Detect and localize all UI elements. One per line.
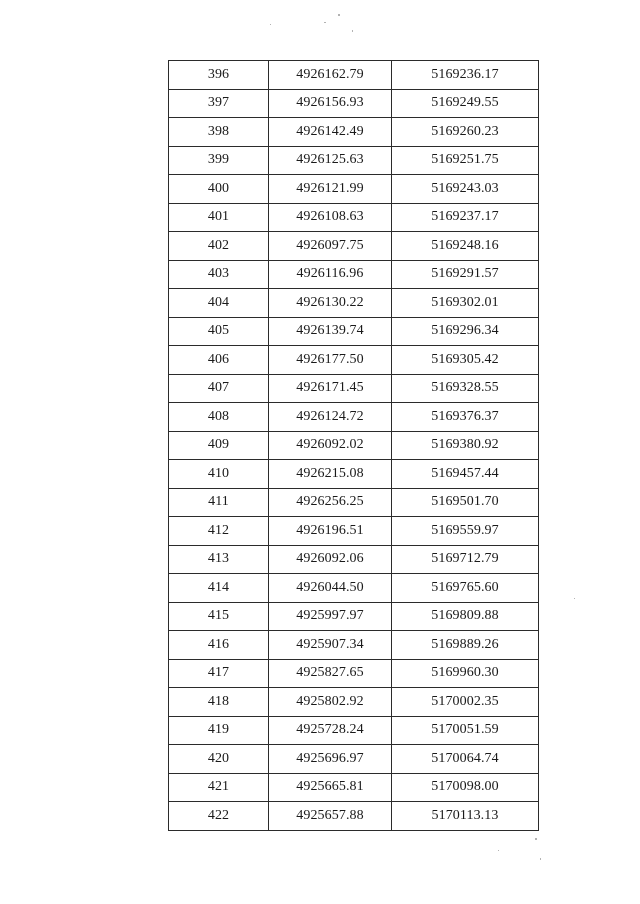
x-coordinate-cell: 4925657.88 bbox=[269, 802, 392, 831]
table-row bbox=[169, 260, 539, 289]
point-number-cell: 420 bbox=[169, 745, 269, 774]
x-coordinate-cell: 4926215.08 bbox=[269, 460, 392, 489]
point-number-cell: 407 bbox=[169, 374, 269, 403]
y-coordinate-cell: 5169712.79 bbox=[392, 545, 539, 574]
y-coordinate-cell: 5170113.13 bbox=[392, 802, 539, 831]
y-coordinate-cell: 5169457.44 bbox=[392, 460, 539, 489]
table-row bbox=[169, 517, 539, 546]
point-number-cell: 399 bbox=[169, 146, 269, 175]
table-row bbox=[169, 659, 539, 688]
point-number-cell: 410 bbox=[169, 460, 269, 489]
table-row bbox=[169, 602, 539, 631]
table-row bbox=[169, 89, 539, 118]
point-number-cell: 418 bbox=[169, 688, 269, 717]
y-coordinate-cell: 5169236.17 bbox=[392, 61, 539, 90]
x-coordinate-cell: 4926130.22 bbox=[269, 289, 392, 318]
point-number-cell: 397 bbox=[169, 89, 269, 118]
point-number-cell: 417 bbox=[169, 659, 269, 688]
point-number-cell: 402 bbox=[169, 232, 269, 261]
x-coordinate-cell: 4926142.49 bbox=[269, 118, 392, 147]
x-coordinate-cell: 4926044.50 bbox=[269, 574, 392, 603]
y-coordinate-cell: 5169237.17 bbox=[392, 203, 539, 232]
point-number-cell: 400 bbox=[169, 175, 269, 204]
x-coordinate-cell: 4926171.45 bbox=[269, 374, 392, 403]
point-number-cell: 396 bbox=[169, 61, 269, 90]
point-number-cell: 403 bbox=[169, 260, 269, 289]
x-coordinate-cell: 4926177.50 bbox=[269, 346, 392, 375]
point-number-cell: 413 bbox=[169, 545, 269, 574]
table-row bbox=[169, 346, 539, 375]
y-coordinate-cell: 5169251.75 bbox=[392, 146, 539, 175]
table-row bbox=[169, 802, 539, 831]
table-row bbox=[169, 289, 539, 318]
y-coordinate-cell: 5170002.35 bbox=[392, 688, 539, 717]
y-coordinate-cell: 5169248.16 bbox=[392, 232, 539, 261]
table-row bbox=[169, 374, 539, 403]
x-coordinate-cell: 4925907.34 bbox=[269, 631, 392, 660]
table-row bbox=[169, 745, 539, 774]
y-coordinate-cell: 5170051.59 bbox=[392, 716, 539, 745]
table-row bbox=[169, 431, 539, 460]
x-coordinate-cell: 4926162.79 bbox=[269, 61, 392, 90]
x-coordinate-cell: 4925827.65 bbox=[269, 659, 392, 688]
x-coordinate-cell: 4925997.97 bbox=[269, 602, 392, 631]
point-number-cell: 414 bbox=[169, 574, 269, 603]
point-number-cell: 406 bbox=[169, 346, 269, 375]
y-coordinate-cell: 5169302.01 bbox=[392, 289, 539, 318]
y-coordinate-cell: 5169960.30 bbox=[392, 659, 539, 688]
x-coordinate-cell: 4926092.06 bbox=[269, 545, 392, 574]
point-number-cell: 416 bbox=[169, 631, 269, 660]
table-row bbox=[169, 716, 539, 745]
point-number-cell: 411 bbox=[169, 488, 269, 517]
coordinate-table-body bbox=[169, 61, 539, 831]
point-number-cell: 405 bbox=[169, 317, 269, 346]
table-row bbox=[169, 545, 539, 574]
scan-speck bbox=[498, 850, 499, 851]
scan-speck bbox=[270, 24, 271, 25]
x-coordinate-cell: 4926156.93 bbox=[269, 89, 392, 118]
scan-speck bbox=[574, 598, 575, 599]
x-coordinate-cell: 4926108.63 bbox=[269, 203, 392, 232]
y-coordinate-cell: 5169889.26 bbox=[392, 631, 539, 660]
y-coordinate-cell: 5169305.42 bbox=[392, 346, 539, 375]
table-row bbox=[169, 61, 539, 90]
x-coordinate-cell: 4926256.25 bbox=[269, 488, 392, 517]
table-row bbox=[169, 403, 539, 432]
x-coordinate-cell: 4925728.24 bbox=[269, 716, 392, 745]
y-coordinate-cell: 5169296.34 bbox=[392, 317, 539, 346]
y-coordinate-cell: 5170064.74 bbox=[392, 745, 539, 774]
y-coordinate-cell: 5169291.57 bbox=[392, 260, 539, 289]
x-coordinate-cell: 4926097.75 bbox=[269, 232, 392, 261]
y-coordinate-cell: 5169243.03 bbox=[392, 175, 539, 204]
table-row bbox=[169, 574, 539, 603]
scan-speck bbox=[535, 838, 537, 840]
point-number-cell: 415 bbox=[169, 602, 269, 631]
point-number-cell: 421 bbox=[169, 773, 269, 802]
table-row bbox=[169, 203, 539, 232]
x-coordinate-cell: 4926125.63 bbox=[269, 146, 392, 175]
scan-speck bbox=[352, 30, 353, 32]
x-coordinate-cell: 4926196.51 bbox=[269, 517, 392, 546]
point-number-cell: 404 bbox=[169, 289, 269, 318]
scan-speck bbox=[540, 858, 541, 860]
x-coordinate-cell: 4925665.81 bbox=[269, 773, 392, 802]
coordinate-table bbox=[168, 60, 539, 831]
table-row bbox=[169, 688, 539, 717]
y-coordinate-cell: 5170098.00 bbox=[392, 773, 539, 802]
scan-speck bbox=[338, 14, 340, 16]
y-coordinate-cell: 5169328.55 bbox=[392, 374, 539, 403]
point-number-cell: 398 bbox=[169, 118, 269, 147]
table-row bbox=[169, 488, 539, 517]
point-number-cell: 401 bbox=[169, 203, 269, 232]
y-coordinate-cell: 5169260.23 bbox=[392, 118, 539, 147]
y-coordinate-cell: 5169376.37 bbox=[392, 403, 539, 432]
point-number-cell: 422 bbox=[169, 802, 269, 831]
table-row bbox=[169, 460, 539, 489]
x-coordinate-cell: 4926121.99 bbox=[269, 175, 392, 204]
y-coordinate-cell: 5169809.88 bbox=[392, 602, 539, 631]
y-coordinate-cell: 5169380.92 bbox=[392, 431, 539, 460]
table-row bbox=[169, 146, 539, 175]
point-number-cell: 419 bbox=[169, 716, 269, 745]
y-coordinate-cell: 5169765.60 bbox=[392, 574, 539, 603]
y-coordinate-cell: 5169501.70 bbox=[392, 488, 539, 517]
point-number-cell: 412 bbox=[169, 517, 269, 546]
x-coordinate-cell: 4925802.92 bbox=[269, 688, 392, 717]
x-coordinate-cell: 4925696.97 bbox=[269, 745, 392, 774]
y-coordinate-cell: 5169559.97 bbox=[392, 517, 539, 546]
x-coordinate-cell: 4926124.72 bbox=[269, 403, 392, 432]
table-row bbox=[169, 175, 539, 204]
table-row bbox=[169, 232, 539, 261]
x-coordinate-cell: 4926116.96 bbox=[269, 260, 392, 289]
table-row bbox=[169, 317, 539, 346]
table-row bbox=[169, 118, 539, 147]
x-coordinate-cell: 4926092.02 bbox=[269, 431, 392, 460]
x-coordinate-cell: 4926139.74 bbox=[269, 317, 392, 346]
point-number-cell: 408 bbox=[169, 403, 269, 432]
scan-speck bbox=[324, 22, 326, 23]
y-coordinate-cell: 5169249.55 bbox=[392, 89, 539, 118]
table-row bbox=[169, 631, 539, 660]
table-row bbox=[169, 773, 539, 802]
point-number-cell: 409 bbox=[169, 431, 269, 460]
